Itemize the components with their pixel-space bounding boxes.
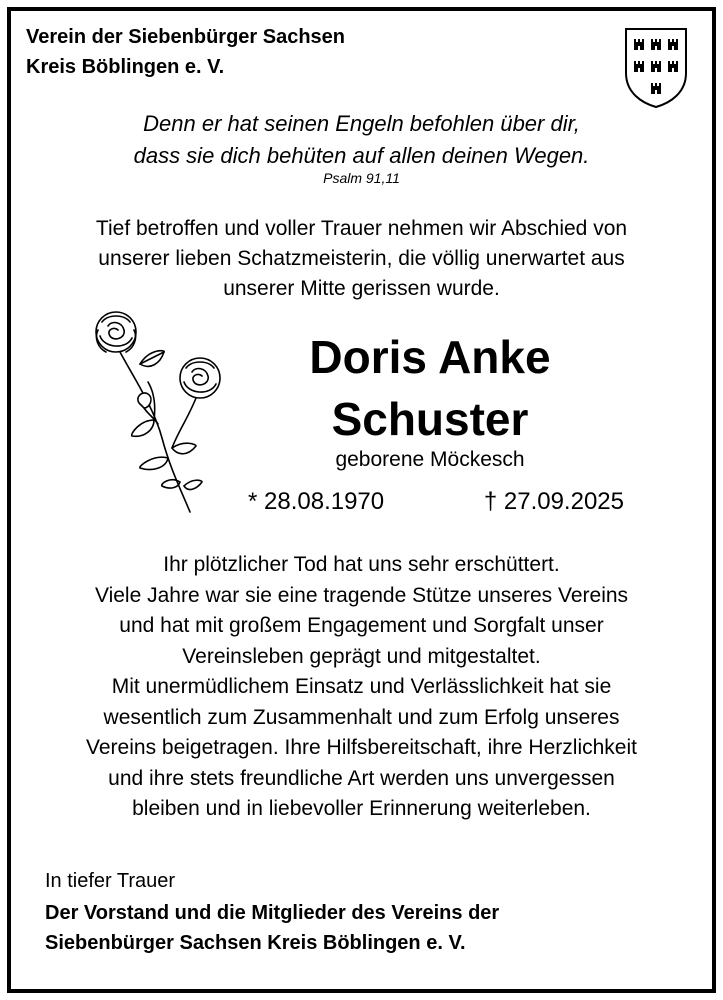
tribute-line: und ihre stets freundliche Art werden uns unvergessen: [108, 766, 615, 790]
birth-date: * 28.08.1970: [248, 488, 385, 515]
birth-name: geborene Möckesch: [335, 448, 525, 471]
tribute-line: Mit unermüdlichem Einsatz und Verlässlichkeit hat sie: [111, 675, 612, 698]
tribute-line: Ihr plötzlicher Tod hat uns sehr erschüttert.: [163, 553, 560, 576]
tribute-text: [0, 550, 723, 825]
tribute-line: bleiben und in liebevoller Erinnerung weiterleben.: [132, 797, 591, 820]
bible-verse: [0, 108, 723, 172]
organization-name: [26, 22, 345, 82]
verse-line-1: Denn er hat seinen Engeln befohlen über dir,: [143, 111, 580, 136]
tribute-line: Vereinsleben geprägt und mitgestaltet.: [182, 644, 541, 668]
tribute-line: und hat mit großem Engagement und Sorgfalt unser: [119, 614, 604, 637]
intro-line-1: Tief betroffen und voller Trauer nehmen wir Abschied von: [95, 217, 628, 240]
intro-line-2: unserer lieben Schatzmeisterin, die völlig unerwartet aus: [98, 247, 625, 270]
intro-line-3: unserer Mitte gerissen wurde.: [223, 277, 500, 300]
intro-text: [0, 214, 723, 304]
signature-line-2: Siebenbürger Sachsen Kreis Böblingen e. V.: [45, 932, 466, 954]
org-line-2: Kreis Böblingen e. V.: [26, 56, 225, 78]
verse-line-2: dass sie dich behüten auf allen deinen Wegen.: [133, 143, 590, 168]
verse-reference: Psalm 91,11: [323, 170, 400, 186]
org-line-1: Verein der Siebenbürger Sachsen: [26, 26, 346, 48]
tribute-line: wesentlich zum Zusammenhalt und zum Erfolg unseres: [103, 705, 620, 729]
signature-intro: In tiefer Trauer: [45, 870, 176, 892]
life-dates: [236, 488, 636, 516]
death-date: † 27.09.2025: [483, 488, 624, 515]
tribute-line: Vereins beigetragen. Ihre Hilfsbereitschaft, ihre Herzlichkeit: [86, 736, 637, 759]
name-line-1: Doris Anke: [309, 331, 551, 383]
coat-of-arms-icon: [620, 25, 692, 110]
signature-line-1: Der Vorstand und die Mitglieder des Vereins der: [45, 902, 500, 924]
deceased-name: [250, 326, 610, 450]
signature: [45, 898, 499, 958]
tribute-line: Viele Jahre war sie eine tragende Stütze unseres Vereins: [94, 583, 629, 607]
name-line-2: Schuster: [331, 393, 529, 445]
roses-illustration-icon: [84, 308, 234, 518]
